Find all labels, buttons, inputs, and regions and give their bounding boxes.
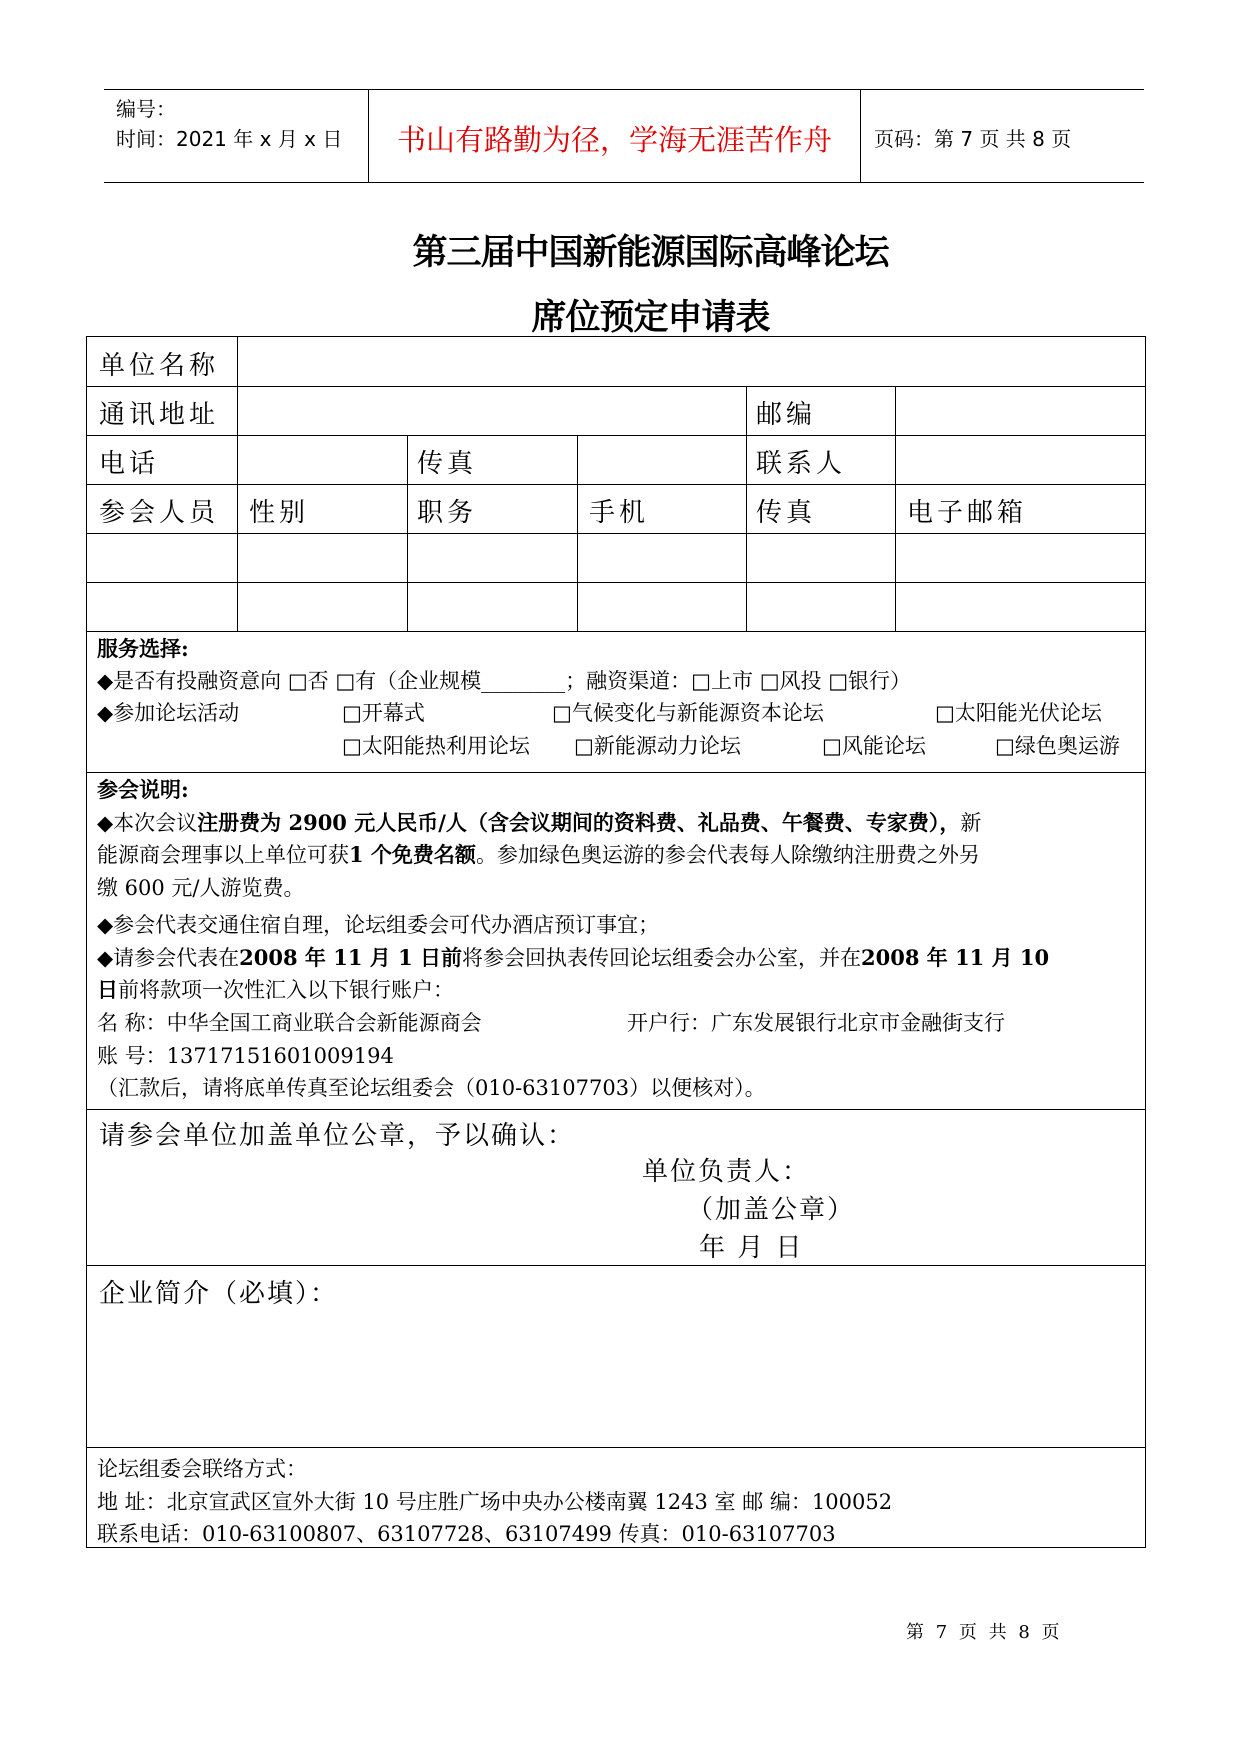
notes-tour-fee: 缴 600 元/人游览费。 [97, 876, 305, 900]
document-number: 编号： [116, 97, 176, 121]
page-title: 第三届中国新能源国际高峰论坛 [412, 233, 889, 273]
row-divider [87, 435, 1145, 436]
attendee-row[interactable] [89, 535, 1143, 581]
postcode-label: 邮编 [756, 400, 817, 430]
document-time: 时间：2021 年 x 月 x 日 [116, 127, 343, 151]
bank-open: 开户行：广东发展银行北京市金融街支行 [627, 1011, 1005, 1035]
seal-prompt: 请参会单位加盖单位公章，予以确认： [99, 1121, 576, 1151]
phone-label: 电话 [99, 449, 160, 479]
service-heading: 服务选择: [97, 636, 189, 661]
attendees-label: 参会人员 [99, 498, 220, 528]
contact-label: 联系人 [756, 449, 847, 479]
header-motto: 书山有路勤为径，学海无涯苦作舟 [396, 123, 832, 157]
postcode-field[interactable] [897, 388, 1143, 434]
responsible-person[interactable]: 单位负责人： [642, 1157, 811, 1187]
notes-quota-line: 能源商会理事以上单位可获1 个免费名额。参加绿色奥运游的参会代表每人除缴纳注册费之外另 [97, 842, 980, 867]
seal-date[interactable]: 年 月 日 [699, 1233, 804, 1263]
attendee-row[interactable] [89, 584, 1143, 630]
notes-accommodation: ◆参会代表交通住宿自理，论坛组委会可代办酒店预订事宜； [97, 913, 660, 937]
page-subtitle: 席位预定申请表 [531, 298, 770, 338]
contact-address: 地 址：北京宣武区宣外大街 10 号庄胜广场中央办公楼南翼 1243 室 邮 编：100052 [97, 1490, 893, 1514]
row-divider [87, 484, 1145, 485]
notes-deadline-line: ◆请参会代表在2008 年 11 月 1 日前将参会回执表传回论坛组委会办公室，并在2008 年 11 月 10 [97, 945, 1050, 970]
contact-phone: 联系电话：010-63100807、63107728、63107499 传真：010-63107703 [97, 1522, 836, 1546]
fax-field[interactable] [579, 437, 744, 483]
seal-stamp: （加盖公章） [687, 1195, 856, 1225]
company-intro-label: 企业简介（必填）： [99, 1279, 339, 1309]
checkbox-climate-forum[interactable]: □气候变化与新能源资本论坛 [552, 701, 824, 725]
mobile-header: 手机 [589, 498, 650, 528]
row-divider [87, 582, 1145, 583]
header-divider [860, 90, 861, 182]
forum-activities-label: ◆参加论坛活动 [97, 701, 240, 725]
checkbox-solar-pv-forum[interactable]: □太阳能光伏论坛 [935, 701, 1102, 725]
checkbox-power-forum[interactable]: □新能源动力论坛 [574, 734, 741, 758]
fax-label: 传真 [417, 449, 478, 479]
row-divider [87, 386, 1145, 387]
notes-payment-line: 日前将款项一次性汇入以下银行账户： [97, 977, 454, 1002]
unit-name-field[interactable] [239, 339, 1143, 385]
notes-heading: 参会说明: [97, 777, 189, 802]
row-divider [87, 533, 1145, 534]
attendee-fax-header: 传真 [756, 498, 817, 528]
bank-account-name: 名 称：中华全国工商业联合会新能源商会 [97, 1011, 482, 1035]
checkbox-green-olympic-tour[interactable]: □绿色奥运游 [995, 734, 1120, 758]
position-header: 职务 [417, 498, 478, 528]
investment-intent-options[interactable]: ◆是否有投融资意向 □否 □有（企业规模________；融资渠道：□上市 □风投 □银行） [97, 669, 912, 693]
email-header: 电子邮箱 [907, 498, 1028, 528]
phone-field[interactable] [239, 437, 405, 483]
address-field[interactable] [239, 388, 744, 434]
row-divider [87, 1109, 1145, 1110]
checkbox-solar-thermal-forum[interactable]: □太阳能热利用论坛 [342, 734, 530, 758]
application-form [86, 336, 1146, 1548]
notes-fee-line: ◆本次会议注册费为 2900 元人民币/人（含会议期间的资料费、礼品费、午餐费、专家费），新 [97, 810, 982, 835]
contact-heading: 论坛组委会联络方式： [97, 1457, 307, 1481]
row-divider [87, 772, 1145, 773]
checkbox-opening[interactable]: □开幕式 [342, 701, 425, 725]
bank-account-number: 账 号：13717151601009194 [97, 1044, 394, 1068]
company-intro-field[interactable] [89, 1312, 1143, 1444]
row-divider [87, 1265, 1145, 1266]
address-label: 通讯地址 [99, 400, 220, 430]
row-divider [87, 1447, 1145, 1448]
header-page-info: 页码：第 7 页 共 8 页 [874, 127, 1072, 151]
page-header [104, 89, 1144, 183]
contact-field[interactable] [897, 437, 1143, 483]
header-left [116, 94, 342, 154]
remit-note: （汇款后，请将底单传真至论坛组委会（010-63107703）以便核对）。 [97, 1076, 766, 1100]
gender-header: 性别 [249, 498, 310, 528]
row-divider [87, 631, 1145, 632]
unit-name-label: 单位名称 [99, 351, 220, 381]
page-footer: 第 7 页 共 8 页 [906, 1622, 1063, 1643]
checkbox-wind-forum[interactable]: □风能论坛 [822, 734, 926, 758]
